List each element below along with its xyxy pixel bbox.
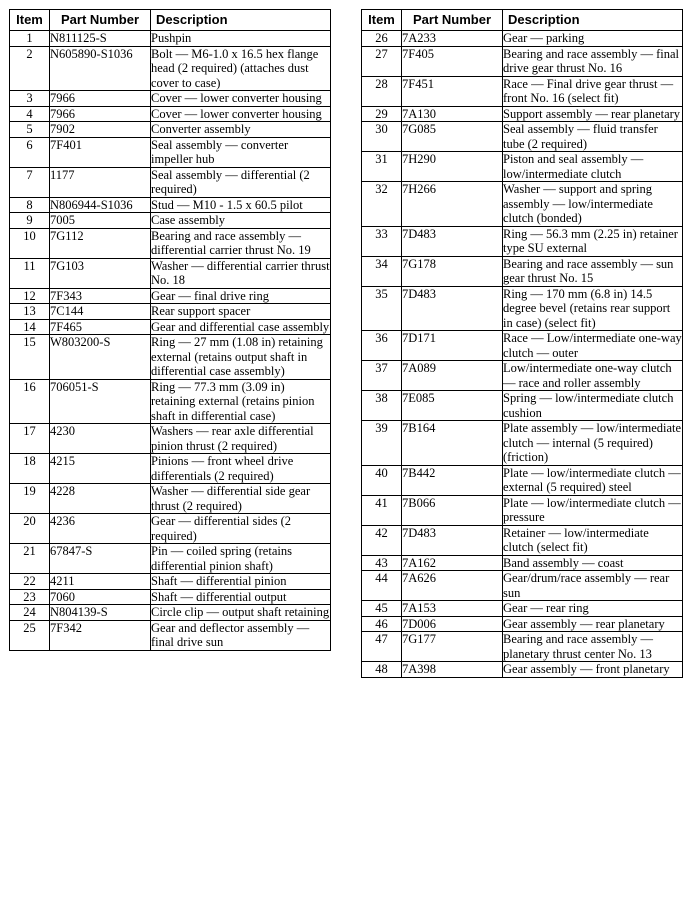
item-cell: 7 — [10, 167, 50, 197]
item-cell: 2 — [10, 46, 50, 91]
item-cell: 43 — [362, 555, 402, 571]
part-number-cell: 7966 — [50, 91, 151, 107]
description-cell: Spring — low/intermediate clutch cushion — [503, 391, 683, 421]
table-row — [10, 620, 331, 650]
header-item: Item — [362, 10, 402, 31]
part-number-cell: 4215 — [50, 454, 151, 484]
table-row — [10, 197, 331, 213]
part-number-cell: 7F451 — [402, 76, 503, 106]
description-cell: Bearing and race assembly — sun gear thrust No. 15 — [503, 256, 683, 286]
table-row — [362, 495, 683, 525]
item-cell: 8 — [10, 197, 50, 213]
part-number-cell: 7F343 — [50, 288, 151, 304]
item-cell: 24 — [10, 605, 50, 621]
description-cell: Ring — 77.3 mm (3.09 in) retaining external (retains pinion shaft in differential case) — [151, 379, 331, 424]
table-row — [10, 319, 331, 335]
table-header-row — [10, 10, 331, 31]
part-number-cell: 7902 — [50, 122, 151, 138]
description-cell: Seal assembly — converter impeller hub — [151, 137, 331, 167]
table-row — [362, 616, 683, 632]
part-number-cell: 7C144 — [50, 304, 151, 320]
part-number-cell: 7F401 — [50, 137, 151, 167]
item-cell: 9 — [10, 213, 50, 229]
table-row — [10, 335, 331, 380]
table-row — [10, 258, 331, 288]
table-row — [362, 361, 683, 391]
part-number-cell: 7G112 — [50, 228, 151, 258]
item-cell: 11 — [10, 258, 50, 288]
description-cell: Gear and deflector assembly — final drive sun — [151, 620, 331, 650]
description-cell: Washer — differential carrier thrust No. 18 — [151, 258, 330, 287]
part-number-cell: 7A162 — [402, 555, 503, 571]
header-description: Description — [151, 10, 331, 31]
description-cell: Converter assembly — [151, 122, 331, 138]
description-cell: Race — Low/intermediate one-way clutch — outer — [503, 331, 682, 360]
table-row — [10, 544, 331, 574]
part-number-cell: 7A130 — [402, 106, 503, 122]
table-row — [362, 331, 683, 361]
part-number-cell: 7G103 — [50, 258, 151, 288]
table-row — [10, 589, 331, 605]
table-row — [10, 31, 331, 47]
description-cell: Gear and differential case assembly — [151, 319, 330, 334]
item-cell: 10 — [10, 228, 50, 258]
part-number-cell: 4211 — [50, 574, 151, 590]
item-cell: 18 — [10, 454, 50, 484]
description-cell: Gear assembly — rear planetary — [503, 616, 683, 632]
item-cell: 27 — [362, 46, 402, 76]
table-row — [362, 421, 683, 466]
table-row — [10, 424, 331, 454]
table-row — [10, 454, 331, 484]
table-row — [362, 525, 683, 555]
description-cell: Cover — lower converter housing — [151, 91, 331, 107]
table-row — [362, 182, 683, 227]
part-number-cell: 4228 — [50, 484, 151, 514]
item-cell: 38 — [362, 391, 402, 421]
header-description: Description — [503, 10, 683, 31]
part-number-cell: N811125-S — [50, 31, 151, 47]
part-number-cell: N605890-S1036 — [50, 46, 151, 91]
item-cell: 36 — [362, 331, 402, 361]
table-row — [10, 228, 331, 258]
description-cell: Washer — differential side gear thrust (2 required) — [151, 484, 331, 514]
table-row — [10, 46, 331, 91]
description-cell: Stud — M10 - 1.5 x 60.5 pilot — [151, 197, 331, 213]
item-cell: 4 — [10, 106, 50, 122]
description-cell: Washers — rear axle differential pinion thrust (2 required) — [151, 424, 331, 454]
part-number-cell: 7D171 — [402, 331, 503, 361]
item-cell: 35 — [362, 286, 402, 331]
item-cell: 40 — [362, 465, 402, 495]
part-number-cell: 7G178 — [402, 256, 503, 286]
part-number-cell: 7966 — [50, 106, 151, 122]
description-cell: Shaft — differential output — [151, 589, 331, 605]
item-cell: 22 — [10, 574, 50, 590]
table-row — [362, 122, 683, 152]
part-number-cell: 1177 — [50, 167, 151, 197]
description-cell: Circle clip — output shaft retaining — [151, 605, 330, 619]
item-cell: 15 — [10, 335, 50, 380]
table-row — [362, 555, 683, 571]
description-cell: Bearing and race assembly — planetary thrust center No. 13 — [503, 632, 683, 662]
item-cell: 39 — [362, 421, 402, 466]
description-cell: Rear support spacer — [151, 304, 331, 320]
table-row — [10, 137, 331, 167]
description-cell: Bearing and race assembly — final drive gear thrust No. 16 — [503, 46, 683, 76]
item-cell: 30 — [362, 122, 402, 152]
table-row — [362, 31, 683, 47]
table-row — [10, 106, 331, 122]
table-row — [10, 122, 331, 138]
item-cell: 44 — [362, 571, 402, 601]
table-row — [362, 256, 683, 286]
item-cell: 33 — [362, 226, 402, 256]
part-number-cell: 7F342 — [50, 620, 151, 650]
item-cell: 13 — [10, 304, 50, 320]
description-cell: Low/intermediate one-way clutch — race and roller assembly — [503, 361, 683, 391]
part-number-cell: 7D483 — [402, 286, 503, 331]
part-number-cell: 7D006 — [402, 616, 503, 632]
description-cell: Pushpin — [151, 31, 331, 47]
part-number-cell: 7B066 — [402, 495, 503, 525]
part-number-cell: 7A089 — [402, 361, 503, 391]
item-cell: 23 — [10, 589, 50, 605]
part-number-cell: 67847-S — [50, 544, 151, 574]
item-cell: 3 — [10, 91, 50, 107]
description-cell: Ring — 170 mm (6.8 in) 14.5 degree bevel (retains rear support in case) (select fit) — [503, 286, 683, 331]
item-cell: 21 — [10, 544, 50, 574]
table-row — [362, 391, 683, 421]
description-cell: Seal assembly — differential (2 required) — [151, 167, 331, 197]
part-number-cell: 7A626 — [402, 571, 503, 601]
item-cell: 48 — [362, 662, 402, 678]
item-cell: 26 — [362, 31, 402, 47]
item-cell: 28 — [362, 76, 402, 106]
table-row — [10, 605, 331, 621]
part-number-cell: N806944-S1036 — [50, 197, 151, 213]
description-cell: Plate — low/intermediate clutch — pressure — [503, 495, 681, 524]
part-number-cell: 7H266 — [402, 182, 503, 227]
table-row — [362, 601, 683, 617]
part-number-cell: 7A233 — [402, 31, 503, 47]
item-cell: 20 — [10, 514, 50, 544]
part-number-cell: 7A398 — [402, 662, 503, 678]
description-cell: Gear/drum/race assembly — rear sun — [503, 571, 683, 601]
part-number-cell: 7H290 — [402, 152, 503, 182]
table-row — [10, 514, 331, 544]
description-cell: Plate — low/intermediate clutch — external (5 required) steel — [503, 465, 681, 494]
part-number-cell: N804139-S — [50, 605, 151, 621]
part-number-cell: 7F405 — [402, 46, 503, 76]
description-cell: Washer — support and spring assembly — low/intermediate clutch (bonded) — [503, 182, 683, 227]
table-row — [10, 484, 331, 514]
part-number-cell: 7D483 — [402, 525, 503, 555]
item-cell: 19 — [10, 484, 50, 514]
table-row — [362, 286, 683, 331]
table-row — [362, 465, 683, 495]
table-row — [10, 91, 331, 107]
item-cell: 1 — [10, 31, 50, 47]
table-row — [362, 76, 683, 106]
header-item: Item — [10, 10, 50, 31]
item-cell: 5 — [10, 122, 50, 138]
table-row — [362, 106, 683, 122]
part-number-cell: 4230 — [50, 424, 151, 454]
part-number-cell: 7E085 — [402, 391, 503, 421]
parts-table-left — [9, 9, 331, 651]
description-cell: Gear assembly — front planetary — [503, 662, 683, 678]
description-cell: Retainer — low/intermediate clutch (select fit) — [503, 525, 683, 555]
item-cell: 31 — [362, 152, 402, 182]
table-row — [362, 152, 683, 182]
table-row — [362, 226, 683, 256]
item-cell: 17 — [10, 424, 50, 454]
description-cell: Pinions — front wheel drive differentials (2 required) — [151, 454, 331, 484]
description-cell: Pin — coiled spring (retains differential pinion shaft) — [151, 544, 331, 574]
description-cell: Race — Final drive gear thrust — front No. 16 (select fit) — [503, 76, 683, 106]
description-cell: Ring — 27 mm (1.08 in) retaining external (retains output shaft in differential case assembly) — [151, 335, 331, 380]
table-header-row — [362, 10, 683, 31]
table-row — [10, 288, 331, 304]
part-number-cell: 7D483 — [402, 226, 503, 256]
description-cell: Support assembly — rear planetary — [503, 106, 683, 122]
part-number-cell: 7060 — [50, 589, 151, 605]
part-number-cell: 7G085 — [402, 122, 503, 152]
description-cell: Piston and seal assembly — low/intermediate clutch — [503, 152, 683, 182]
item-cell: 42 — [362, 525, 402, 555]
part-number-cell: 7B164 — [402, 421, 503, 466]
parts-table-right — [361, 9, 683, 678]
description-cell: Shaft — differential pinion — [151, 574, 331, 590]
description-cell: Seal assembly — fluid transfer tube (2 required) — [503, 122, 683, 152]
part-number-cell: 7F465 — [50, 319, 151, 335]
item-cell: 41 — [362, 495, 402, 525]
header-part-number: Part Number — [50, 10, 151, 31]
table-row — [10, 213, 331, 229]
item-cell: 25 — [10, 620, 50, 650]
table-row — [362, 46, 683, 76]
item-cell: 12 — [10, 288, 50, 304]
description-cell: Cover — lower converter housing — [151, 106, 331, 122]
part-number-cell: 7A153 — [402, 601, 503, 617]
table-row — [10, 304, 331, 320]
item-cell: 45 — [362, 601, 402, 617]
header-part-number: Part Number — [402, 10, 503, 31]
part-number-cell: 7005 — [50, 213, 151, 229]
description-cell: Gear — parking — [503, 31, 683, 47]
item-cell: 47 — [362, 632, 402, 662]
description-cell: Plate assembly — low/intermediate clutch — internal (5 required) (friction) — [503, 421, 682, 464]
item-cell: 46 — [362, 616, 402, 632]
description-cell: Gear — final drive ring — [151, 288, 331, 304]
description-cell: Bearing and race assembly — differential carrier thrust No. 19 — [151, 228, 331, 258]
table-row — [362, 632, 683, 662]
part-number-cell: 706051-S — [50, 379, 151, 424]
table-row — [10, 167, 331, 197]
part-number-cell: 7B442 — [402, 465, 503, 495]
part-number-cell: W803200-S — [50, 335, 151, 380]
description-cell: Case assembly — [151, 213, 331, 229]
item-cell: 14 — [10, 319, 50, 335]
description-cell: Bolt — M6-1.0 x 16.5 hex flange head (2 required) (attaches dust cover to case) — [151, 46, 331, 91]
item-cell: 32 — [362, 182, 402, 227]
description-cell: Gear — differential sides (2 required) — [151, 514, 331, 544]
description-cell: Ring — 56.3 mm (2.25 in) retainer type SU external — [503, 226, 683, 256]
table-row — [10, 574, 331, 590]
table-row — [362, 662, 683, 678]
table-row — [362, 571, 683, 601]
item-cell: 34 — [362, 256, 402, 286]
item-cell: 16 — [10, 379, 50, 424]
description-cell: Gear — rear ring — [503, 601, 683, 617]
item-cell: 37 — [362, 361, 402, 391]
part-number-cell: 7G177 — [402, 632, 503, 662]
part-number-cell: 4236 — [50, 514, 151, 544]
item-cell: 6 — [10, 137, 50, 167]
description-cell: Band assembly — coast — [503, 555, 683, 571]
item-cell: 29 — [362, 106, 402, 122]
table-row — [10, 379, 331, 424]
